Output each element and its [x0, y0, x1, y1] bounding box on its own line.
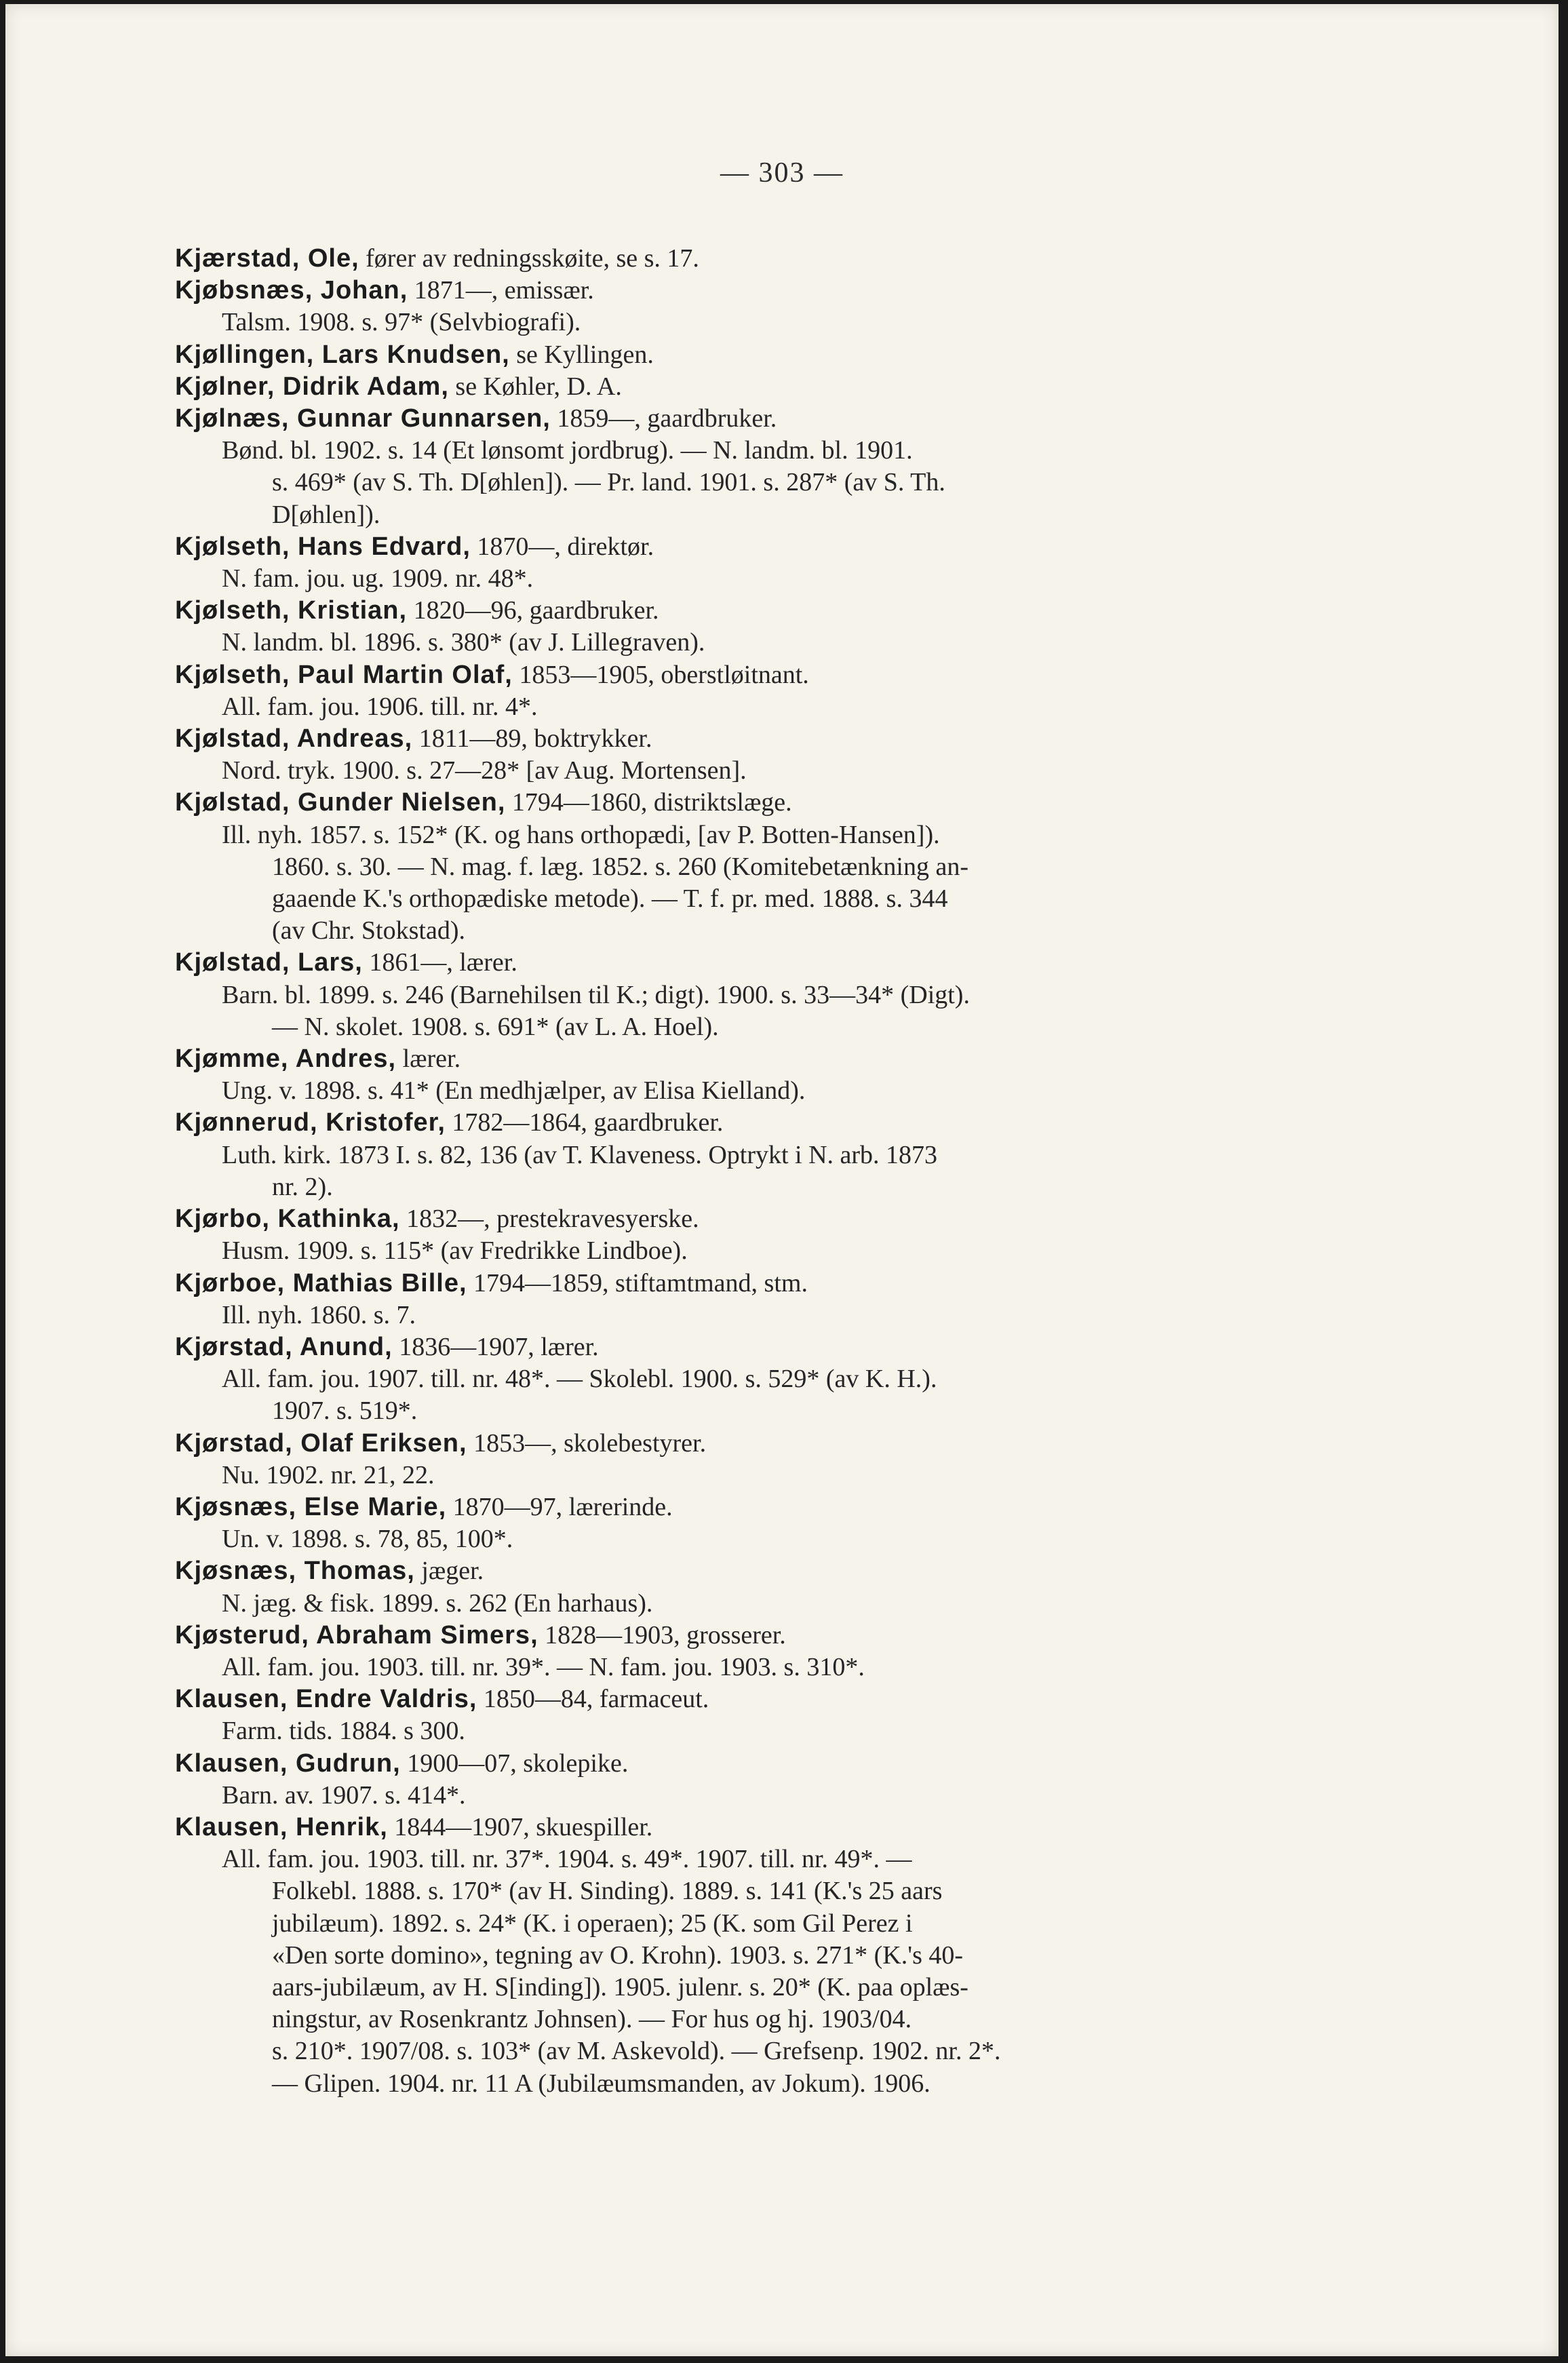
- entry-name: Kjølner, Didrik Adam,: [175, 372, 449, 401]
- entry-details: 1853—1905, oberstløitnant.: [512, 660, 809, 689]
- entry-heading: [176, 1812, 1339, 1843]
- entry-details: fører av redningsskøite, se s. 17.: [359, 244, 699, 273]
- entry-heading: [176, 339, 1339, 371]
- entry-heading: [176, 1555, 1339, 1587]
- entry-name: Kjølstad, Andreas,: [175, 724, 413, 754]
- reference-continuation: nr. 2).: [272, 1172, 333, 1201]
- book-page: [5, 4, 1559, 2356]
- entry-heading: [176, 403, 1339, 435]
- entry-name: Kjølnæs, Gunnar Gunnarsen,: [175, 404, 551, 433]
- entry-details: 1820—96, gaardbruker.: [407, 596, 659, 625]
- entry-name: Kjærstad, Ole,: [175, 244, 359, 273]
- entry-name: Kjølseth, Paul Martin Olaf,: [175, 660, 513, 689]
- reference-line: Ung. v. 1898. s. 41* (En medhjælper, av Elisa Kielland).: [222, 1076, 806, 1106]
- reference-continuation: — Glipen. 1904. nr. 11 A (Jubilæumsmanden, av Jokum). 1906.: [272, 2069, 930, 2098]
- entry-details: lærer.: [396, 1044, 461, 1074]
- entry-heading: [176, 787, 1339, 819]
- entry-details: 1794—1859, stiftamtmand, stm.: [467, 1268, 808, 1297]
- reference-line: N. fam. jou. ug. 1909. nr. 48*.: [222, 564, 534, 593]
- entry-name: Kjøbsnæs, Johan,: [175, 276, 408, 305]
- entry-heading: [176, 595, 1339, 627]
- entry-heading: [176, 723, 1339, 755]
- entry-details: 1811—89, boktrykker.: [412, 724, 652, 754]
- entry-name: Kjøsnæs, Else Marie,: [175, 1492, 447, 1521]
- entry-heading: [176, 1043, 1339, 1075]
- reference-line: All. fam. jou. 1903. till. nr. 39*. — N. fam. jou. 1903. s. 310*.: [222, 1652, 865, 1681]
- entry-name: Kjørstad, Olaf Eriksen,: [175, 1428, 467, 1458]
- entry-heading: [176, 1107, 1339, 1139]
- entry-name: Kjømme, Andres,: [175, 1044, 397, 1074]
- reference-continuation: s. 469* (av S. Th. D[øhlen]). — Pr. land. 1901. s. 287* (av S. Th.: [272, 468, 945, 497]
- entry-heading: [176, 371, 1339, 403]
- reference-line: N. landm. bl. 1896. s. 380* (av J. Lillegraven).: [222, 628, 705, 657]
- entry-details: se Kyllingen.: [509, 340, 654, 369]
- page-number: — 303 —: [720, 157, 844, 189]
- entry-heading: [176, 531, 1339, 563]
- entry-name: Kjølseth, Kristian,: [175, 596, 408, 625]
- entry-name: Kjørbo, Kathinka,: [175, 1205, 400, 1234]
- entry-name: Kjørboe, Mathias Bille,: [175, 1268, 467, 1297]
- entry-heading: [176, 1428, 1339, 1460]
- entry-details: 1782—1864, gaardbruker.: [445, 1108, 724, 1137]
- reference-continuation: Folkebl. 1888. s. 170* (av H. Sinding). 1889. s. 141 (K.'s 25 aars: [272, 1877, 943, 1906]
- entry-name: Kjønnerud, Kristofer,: [175, 1108, 446, 1137]
- entry-details: se Køhler, D. A.: [448, 372, 622, 401]
- reference-line: Barn. av. 1907. s. 414*.: [222, 1780, 466, 1810]
- entry-details: 1828—1903, grosserer.: [538, 1620, 786, 1649]
- reference-line: All. fam. jou. 1903. till. nr. 37*. 1904. s. 49*. 1907. till. nr. 49*. —: [222, 1845, 912, 1874]
- entry-details: 1853—, skolebestyrer.: [467, 1428, 707, 1458]
- reference-continuation: (av Chr. Stokstad).: [272, 916, 465, 945]
- reference-line: N. jæg. & fisk. 1899. s. 262 (En harhaus).: [222, 1588, 653, 1618]
- reference-continuation: aars-jubilæum, av H. S[inding]). 1905. julenr. s. 20* (K. paa oplæs-: [272, 1972, 968, 2001]
- entry-name: Kjøsnæs, Thomas,: [175, 1557, 415, 1586]
- reference-continuation: — N. skolet. 1908. s. 691* (av L. A. Hoel).: [272, 1012, 719, 1041]
- entry-details: 1900—07, skolepike.: [400, 1749, 629, 1778]
- entry-heading: [176, 243, 1339, 275]
- reference-continuation: jubilæum). 1892. s. 24* (K. i operaen); 25 (K. som Gil Perez i: [272, 1909, 913, 1938]
- entry-name: Kjøllingen, Lars Knudsen,: [175, 340, 510, 369]
- reference-line: Luth. kirk. 1873 I. s. 82, 136 (av T. Klaveness. Optrykt i N. arb. 1873: [222, 1140, 938, 1169]
- reference-line: All. fam. jou. 1906. till. nr. 4*.: [222, 692, 538, 721]
- reference-line: Farm. tids. 1884. s 300.: [222, 1717, 465, 1746]
- entry-heading: [176, 1203, 1339, 1235]
- entry-details: 1844—1907, skuespiller.: [387, 1812, 653, 1841]
- entry-details: jæger.: [414, 1557, 484, 1586]
- entry-name: Klausen, Gudrun,: [175, 1749, 401, 1778]
- reference-line: Ill. nyh. 1857. s. 152* (K. og hans orthopædi, [av P. Botten-Hansen]).: [222, 820, 940, 849]
- reference-line: Talsm. 1908. s. 97* (Selvbiografi).: [222, 308, 581, 337]
- reference-line: Nu. 1902. nr. 21, 22.: [222, 1460, 435, 1489]
- entry-details: 1794—1860, distriktslæge.: [505, 788, 792, 817]
- entry-heading: [176, 1268, 1339, 1300]
- entry-heading: [176, 1331, 1339, 1363]
- entry-name: Kjølstad, Gunder Nielsen,: [175, 788, 506, 817]
- reference-continuation: 1907. s. 519*.: [272, 1397, 418, 1426]
- reference-continuation: ningstur, av Rosenkrantz Johnsen). — For hus og hj. 1903/04.: [272, 2005, 912, 2034]
- reference-continuation: gaaende K.'s orthopædiske metode). — T. f. pr. med. 1888. s. 344: [272, 884, 948, 914]
- entry-heading: [176, 1620, 1339, 1652]
- entry-details: 1832—, prestekravesyerske.: [399, 1205, 699, 1234]
- entry-name: Klausen, Endre Valdris,: [175, 1685, 477, 1714]
- entry-heading: [176, 659, 1339, 691]
- entry-details: 1870—97, lærerinde.: [446, 1492, 673, 1521]
- reference-line: Husm. 1909. s. 115* (av Fredrikke Lindboe).: [222, 1236, 688, 1266]
- entry-heading: [176, 1748, 1339, 1780]
- entry-name: Klausen, Henrik,: [175, 1812, 388, 1841]
- reference-line: All. fam. jou. 1907. till. nr. 48*. — Skolebl. 1900. s. 529* (av K. H.).: [222, 1365, 937, 1394]
- reference-continuation: s. 210*. 1907/08. s. 103* (av M. Askevold). — Grefsenp. 1902. nr. 2*.: [272, 2037, 1001, 2066]
- reference-continuation: «Den sorte domino», tegning av O. Krohn). 1903. s. 271* (K.'s 40-: [272, 1940, 964, 1970]
- entry-details: 1871—, emissær.: [408, 276, 594, 305]
- register-entries: [176, 243, 1339, 2100]
- entry-name: Kjørstad, Anund,: [175, 1332, 393, 1361]
- reference-line: Nord. tryk. 1900. s. 27—28* [av Aug. Mortensen].: [222, 756, 747, 785]
- entry-details: 1850—84, farmaceut.: [477, 1685, 709, 1714]
- reference-line: Ill. nyh. 1860. s. 7.: [222, 1300, 416, 1329]
- reference-line: Bønd. bl. 1902. s. 14 (Et lønsomt jordbrug). — N. landm. bl. 1901.: [222, 436, 913, 465]
- reference-continuation: D[øhlen]).: [272, 500, 380, 529]
- reference-line: Barn. bl. 1899. s. 246 (Barnehilsen til K.; digt). 1900. s. 33—34* (Digt).: [222, 980, 970, 1009]
- entry-details: 1870—, direktør.: [470, 532, 654, 561]
- entry-details: 1859—, gaardbruker.: [550, 404, 777, 433]
- entry-name: Kjølseth, Hans Edvard,: [175, 532, 471, 561]
- entry-heading: [176, 1683, 1339, 1715]
- entry-heading: [176, 1491, 1339, 1523]
- entry-heading: [176, 947, 1339, 979]
- reference-line: Un. v. 1898. s. 78, 85, 100*.: [222, 1525, 513, 1554]
- entry-heading: [176, 275, 1339, 307]
- reference-continuation: 1860. s. 30. — N. mag. f. læg. 1852. s. 260 (Komitebetænkning an-: [272, 852, 968, 881]
- entry-name: Kjøsterud, Abraham Simers,: [175, 1620, 538, 1649]
- entry-name: Kjølstad, Lars,: [175, 948, 363, 977]
- entry-details: 1836—1907, lærer.: [392, 1332, 599, 1361]
- entry-details: 1861—, lærer.: [362, 948, 517, 977]
